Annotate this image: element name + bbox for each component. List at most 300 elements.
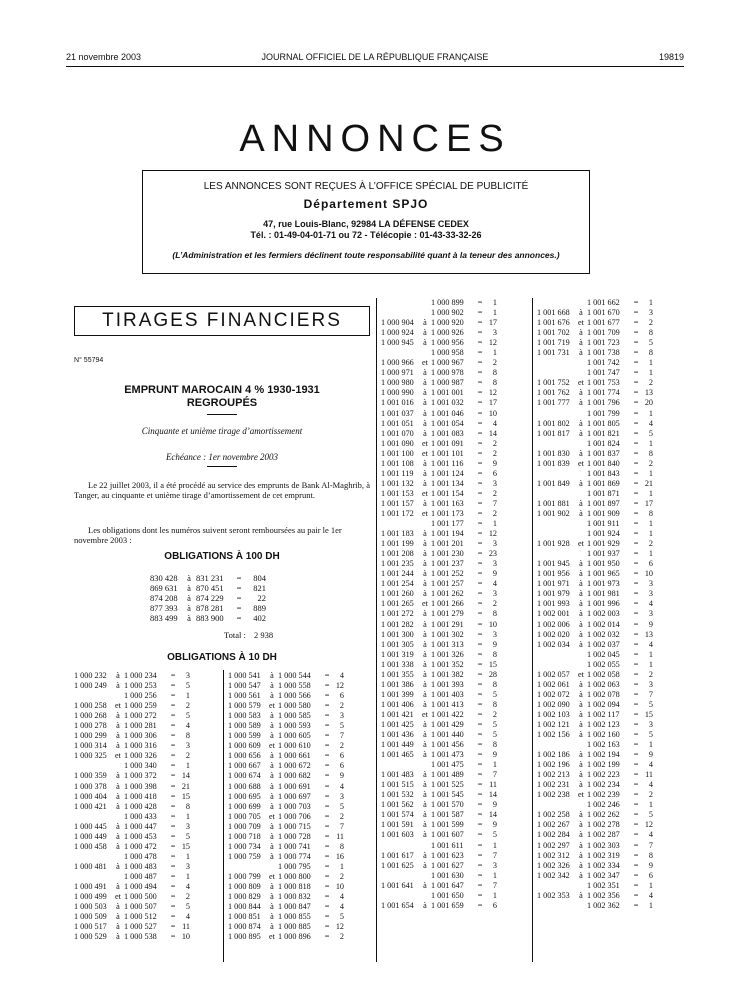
range-start: 1 000 583 <box>228 711 261 721</box>
range-end: 878 281 <box>196 603 224 613</box>
range-count: 7 <box>492 880 497 890</box>
range-count: 3 <box>339 791 344 801</box>
equals-sign: = <box>633 740 639 750</box>
range-end: 1 000 544 <box>278 671 311 680</box>
range-start: 1 000 359 <box>74 771 107 781</box>
range-count: 8 <box>492 378 497 388</box>
range-word: et <box>115 892 121 902</box>
range-count: 3 <box>492 328 497 338</box>
equals-sign: = <box>633 298 639 307</box>
equals-sign: = <box>633 508 639 518</box>
range-count: 15 <box>181 841 190 851</box>
range-word: et <box>422 448 428 458</box>
range-word: à <box>270 751 274 761</box>
range-word: à <box>423 699 427 709</box>
equals-sign: = <box>633 639 639 649</box>
range-word: et <box>578 318 584 328</box>
range-start: 1 000 314 <box>74 741 107 751</box>
range-count: 1 <box>648 468 653 478</box>
oblig-100-list <box>150 573 266 623</box>
equals-sign: = <box>477 870 483 880</box>
equals-sign: = <box>633 609 639 619</box>
range-end: 1 000 398 <box>124 781 157 791</box>
equals-sign: = <box>633 860 639 870</box>
range-end: 1 001 587 <box>431 810 464 820</box>
range-count: 9 <box>492 458 497 468</box>
equals-sign: = <box>633 328 639 338</box>
range-start: 1 001 016 <box>381 398 414 408</box>
range-count: 22 <box>257 593 266 603</box>
range-count: 4 <box>339 892 344 902</box>
range-word: à <box>116 932 120 942</box>
range-end: 1 001 821 <box>587 428 620 438</box>
range-count: 8 <box>492 699 497 709</box>
range-count: 1 <box>648 519 653 529</box>
range-word: à <box>423 569 427 579</box>
range-count: 1 <box>648 408 653 418</box>
range-word: à <box>579 478 583 488</box>
range-end: 1 001 805 <box>587 418 620 428</box>
range-end: 1 001 670 <box>587 308 620 318</box>
range-start: 1 001 668 <box>537 308 570 318</box>
range-word: et <box>269 871 275 881</box>
equals-sign: = <box>477 519 483 529</box>
range-count: 21 <box>181 781 190 791</box>
range-word: à <box>270 681 274 691</box>
equals-sign: = <box>170 731 176 741</box>
range-count: 3 <box>185 861 190 871</box>
range-word: à <box>423 318 427 328</box>
range-end: 1 001 001 <box>431 388 464 398</box>
range-start: 1 002 297 <box>537 840 570 850</box>
range-end: 1 002 014 <box>587 619 620 629</box>
range-end: 1 001 475 <box>431 760 464 770</box>
range-word: à <box>579 498 583 508</box>
range-end: 1 002 303 <box>587 840 620 850</box>
range-end: 1 000 372 <box>124 771 157 781</box>
range-end: 1 001 302 <box>431 629 464 639</box>
equals-sign: = <box>477 408 483 418</box>
range-word: à <box>423 850 427 860</box>
range-start: 1 002 231 <box>537 780 570 790</box>
equals-sign: = <box>324 912 330 922</box>
range-count: 6 <box>339 691 344 701</box>
range-word: à <box>116 841 120 851</box>
range-word: et <box>422 488 428 498</box>
range-count: 5 <box>339 801 344 811</box>
range-start: 1 001 399 <box>381 689 414 699</box>
equals-sign: = <box>477 659 483 669</box>
range-start: 1 001 591 <box>381 820 414 830</box>
range-end: 1 002 246 <box>587 800 620 810</box>
range-start: 1 001 731 <box>537 348 570 358</box>
range-count: 15 <box>181 791 190 801</box>
range-end: 1 000 483 <box>124 861 157 871</box>
total-label: Total : <box>224 630 246 640</box>
range-start: 1 001 979 <box>537 589 570 599</box>
notice-number: N° 55794 <box>74 357 104 364</box>
range-word: à <box>423 539 427 549</box>
range-count: 12 <box>488 529 497 539</box>
equals-sign: = <box>324 871 330 881</box>
equals-sign: = <box>477 569 483 579</box>
equals-sign: = <box>477 770 483 780</box>
range-count: 3 <box>185 821 190 831</box>
equals-sign: = <box>477 378 483 388</box>
equals-sign: = <box>324 801 330 811</box>
range-end: 1 002 123 <box>587 719 620 729</box>
range-end: 1 000 472 <box>124 841 157 851</box>
equals-sign: = <box>477 880 483 890</box>
equals-sign: = <box>477 780 483 790</box>
range-start: 1 002 238 <box>537 790 570 800</box>
equals-sign: = <box>477 840 483 850</box>
range-word: à <box>579 890 583 900</box>
range-count: 3 <box>492 589 497 599</box>
equals-sign: = <box>477 348 483 358</box>
range-word: à <box>423 529 427 539</box>
range-count: 6 <box>339 751 344 761</box>
range-count: 5 <box>492 830 497 840</box>
equals-sign: = <box>170 751 176 761</box>
range-end: 1 001 647 <box>431 880 464 890</box>
range-end: 1 001 774 <box>587 388 620 398</box>
range-end: 1 001 662 <box>587 298 620 307</box>
range-end: 1 001 230 <box>431 549 464 559</box>
range-count: 1 <box>648 900 653 910</box>
equals-sign: = <box>324 741 330 751</box>
range-word: à <box>423 639 427 649</box>
equals-sign: = <box>170 741 176 751</box>
range-word: et <box>422 358 428 368</box>
range-start: 1 000 705 <box>228 811 261 821</box>
range-end: 1 001 266 <box>431 599 464 609</box>
range-end: 1 002 262 <box>587 810 620 820</box>
range-word: à <box>270 691 274 701</box>
range-end: 1 001 154 <box>431 488 464 498</box>
range-end: 1 000 340 <box>124 761 157 771</box>
range-end: 1 001 570 <box>431 800 464 810</box>
range-count: 5 <box>185 711 190 721</box>
range-end: 1 002 063 <box>587 679 620 689</box>
range-word: et <box>269 701 275 711</box>
range-word: à <box>423 498 427 508</box>
range-word: à <box>423 418 427 428</box>
range-count: 10 <box>181 932 190 942</box>
range-end: 1 001 279 <box>431 609 464 619</box>
range-count: 10 <box>488 408 497 418</box>
range-end: 1 002 003 <box>587 609 620 619</box>
range-count: 10 <box>335 881 344 891</box>
equals-sign: = <box>633 719 639 729</box>
range-word: à <box>579 840 583 850</box>
range-word: à <box>270 721 274 731</box>
range-start: 1 002 258 <box>537 810 570 820</box>
range-count: 3 <box>648 609 653 619</box>
range-end: 1 002 234 <box>587 780 620 790</box>
range-count: 9 <box>648 750 653 760</box>
range-end: 1 000 902 <box>431 308 464 318</box>
equals-sign: = <box>633 709 639 719</box>
range-start: 1 002 034 <box>537 639 570 649</box>
range-count: 4 <box>339 781 344 791</box>
range-word: à <box>579 810 583 820</box>
range-start: 1 001 355 <box>381 669 414 679</box>
equals-sign: = <box>170 841 176 851</box>
column-divider <box>376 298 377 962</box>
range-end: 1 000 967 <box>431 358 464 368</box>
range-start: 1 001 562 <box>381 800 414 810</box>
range-start: 1 001 037 <box>381 408 414 418</box>
range-count: 3 <box>648 308 653 318</box>
equals-sign: = <box>477 559 483 569</box>
range-count: 4 <box>492 418 497 428</box>
equals-sign: = <box>477 679 483 689</box>
range-end: 1 001 937 <box>587 549 620 559</box>
range-start: 1 000 971 <box>381 368 414 378</box>
range-word: et <box>578 539 584 549</box>
range-count: 4 <box>648 418 653 428</box>
range-count: 4 <box>648 599 653 609</box>
equals-sign: = <box>236 573 242 583</box>
equals-sign: = <box>477 508 483 518</box>
range-count: 2 <box>648 539 653 549</box>
range-count: 17 <box>644 498 653 508</box>
range-count: 1 <box>492 760 497 770</box>
range-end: 1 001 869 <box>587 478 620 488</box>
equals-sign: = <box>477 358 483 368</box>
range-count: 2 <box>492 508 497 518</box>
range-word: à <box>423 719 427 729</box>
range-start: 1 001 199 <box>381 539 414 549</box>
range-end: 1 002 160 <box>587 730 620 740</box>
range-word: à <box>270 902 274 912</box>
range-end: 1 002 223 <box>587 770 620 780</box>
emprunt-line-2: REGROUPÉS <box>186 397 258 409</box>
range-end: 1 001 054 <box>431 418 464 428</box>
equals-sign: = <box>477 890 483 900</box>
range-word: à <box>423 740 427 750</box>
range-end: 1 000 538 <box>124 932 157 942</box>
equals-sign: = <box>170 671 176 680</box>
range-start: 1 000 509 <box>74 912 107 922</box>
range-word: à <box>423 669 427 679</box>
equals-sign: = <box>633 539 639 549</box>
equals-sign: = <box>324 791 330 801</box>
range-end: 1 001 177 <box>431 519 464 529</box>
number-row <box>150 593 266 603</box>
range-word: à <box>423 378 427 388</box>
range-start: 1 001 265 <box>381 599 414 609</box>
range-count: 15 <box>488 659 497 669</box>
range-count: 1 <box>339 861 344 871</box>
equals-sign: = <box>324 922 330 932</box>
equals-sign: = <box>633 599 639 609</box>
range-start: 1 001 153 <box>381 488 414 498</box>
range-count: 7 <box>648 689 653 699</box>
range-end: 1 000 987 <box>431 378 464 388</box>
range-end: 870 451 <box>196 583 224 593</box>
range-start: 1 001 465 <box>381 750 414 760</box>
range-end: 1 001 352 <box>431 659 464 669</box>
range-word: et <box>422 508 428 518</box>
range-end: 1 000 428 <box>124 801 157 811</box>
range-count: 3 <box>492 478 497 488</box>
range-end: 1 000 478 <box>124 851 157 861</box>
range-count: 1 <box>648 368 653 378</box>
equals-sign: = <box>236 583 242 593</box>
range-word: à <box>579 679 583 689</box>
range-word: à <box>270 671 274 680</box>
range-count: 1 <box>185 691 190 701</box>
range-count: 821 <box>253 583 266 593</box>
equals-sign: = <box>633 800 639 810</box>
range-count: 4 <box>648 780 653 790</box>
range-start: 1 002 156 <box>537 730 570 740</box>
range-count: 2 <box>648 669 653 679</box>
range-start: 1 001 702 <box>537 328 570 338</box>
range-start: 830 428 <box>150 573 178 583</box>
range-word: à <box>270 892 274 902</box>
equals-sign: = <box>477 549 483 559</box>
range-end: 1 001 163 <box>431 498 464 508</box>
range-end: 1 001 456 <box>431 740 464 750</box>
range-end: 1 002 078 <box>587 689 620 699</box>
range-end: 1 001 382 <box>431 669 464 679</box>
range-count: 402 <box>253 613 266 623</box>
range-start: 1 002 186 <box>537 750 570 760</box>
equals-sign: = <box>633 408 639 418</box>
range-count: 2 <box>648 458 653 468</box>
range-end: 1 001 924 <box>587 529 620 539</box>
equals-sign: = <box>236 593 242 603</box>
equals-sign: = <box>633 790 639 800</box>
equals-sign: = <box>477 860 483 870</box>
range-end: 1 001 677 <box>587 318 620 328</box>
range-start: 1 000 299 <box>74 731 107 741</box>
range-start: 1 001 902 <box>537 508 570 518</box>
equals-sign: = <box>324 831 330 841</box>
range-word: à <box>579 619 583 629</box>
title-separator <box>207 414 237 415</box>
range-start: 1 002 353 <box>537 890 570 900</box>
number-row <box>150 603 266 613</box>
range-start: 1 000 609 <box>228 741 261 751</box>
range-end: 1 000 507 <box>124 902 157 912</box>
range-word: à <box>423 790 427 800</box>
range-end: 1 000 661 <box>278 751 311 761</box>
range-word: à <box>579 569 583 579</box>
range-word: à <box>423 730 427 740</box>
range-start: 1 001 305 <box>381 639 414 649</box>
emprunt-line-1: EMPRUNT MAROCAIN 4 % 1930-1931 <box>124 384 320 396</box>
range-end: 1 000 418 <box>124 791 157 801</box>
range-start: 1 001 762 <box>537 388 570 398</box>
range-start: 1 000 874 <box>228 922 261 932</box>
emprunt-title <box>74 384 370 415</box>
range-start: 1 001 406 <box>381 699 414 709</box>
paragraph-remboursement: Les obligations dont les numéros suivent seront remboursées au pair le 1er novembre 2003 : <box>74 525 342 545</box>
range-end: 1 002 356 <box>587 890 620 900</box>
equals-sign: = <box>633 619 639 629</box>
range-count: 12 <box>488 338 497 348</box>
range-word: à <box>579 750 583 760</box>
range-word: à <box>187 573 191 583</box>
equals-sign: = <box>633 810 639 820</box>
equals-sign: = <box>477 388 483 398</box>
equals-sign: = <box>324 771 330 781</box>
equals-sign: = <box>477 579 483 589</box>
number-row <box>150 613 266 623</box>
range-count: 7 <box>492 498 497 508</box>
number-row <box>150 583 266 593</box>
range-end: 1 001 909 <box>587 508 620 518</box>
range-count: 5 <box>185 902 190 912</box>
equals-sign: = <box>633 569 639 579</box>
equals-sign: = <box>324 691 330 701</box>
range-end: 1 000 593 <box>278 721 311 731</box>
range-end: 1 001 627 <box>431 860 464 870</box>
range-count: 2 <box>185 892 190 902</box>
range-word: à <box>423 458 427 468</box>
range-end: 1 000 958 <box>431 348 464 358</box>
column-divider <box>532 298 533 962</box>
range-end: 1 000 256 <box>124 691 157 701</box>
equals-sign: = <box>633 428 639 438</box>
equals-sign: = <box>477 709 483 719</box>
range-end: 1 001 124 <box>431 468 464 478</box>
range-end: 1 001 630 <box>431 870 464 880</box>
range-word: à <box>187 613 191 623</box>
range-word: à <box>423 820 427 830</box>
range-count: 804 <box>253 573 266 583</box>
equals-sign: = <box>633 519 639 529</box>
equals-sign: = <box>633 900 639 910</box>
range-count: 3 <box>648 719 653 729</box>
range-end: 1 002 032 <box>587 629 620 639</box>
equals-sign: = <box>236 603 242 613</box>
range-word: à <box>423 388 427 398</box>
range-start: 1 001 956 <box>537 569 570 579</box>
range-end: 1 001 257 <box>431 579 464 589</box>
equals-sign: = <box>477 900 483 910</box>
range-end: 1 000 672 <box>278 761 311 771</box>
range-word: à <box>116 671 120 680</box>
range-word: à <box>423 810 427 820</box>
range-count: 2 <box>492 709 497 719</box>
equals-sign: = <box>633 358 639 368</box>
range-start: 1 001 830 <box>537 448 570 458</box>
range-end: 1 001 709 <box>587 328 620 338</box>
range-word: à <box>270 801 274 811</box>
range-word: à <box>579 820 583 830</box>
range-start: 1 000 258 <box>74 701 107 711</box>
range-start: 1 000 491 <box>74 881 107 891</box>
range-count: 4 <box>648 760 653 770</box>
equals-sign: = <box>633 338 639 348</box>
range-word: à <box>270 821 274 831</box>
equals-sign: = <box>477 589 483 599</box>
equals-sign: = <box>477 649 483 659</box>
paragraph-service: Le 22 juillet 2003, il a été procédé au service des emprunts de Bank Al-Maghrib, à Tanger, au cinquante et unième tirage d’amortissement de cet emprunt. <box>74 480 370 500</box>
range-count: 2 <box>648 318 653 328</box>
range-start: 1 000 268 <box>74 711 107 721</box>
equals-sign: = <box>477 699 483 709</box>
range-end: 1 000 691 <box>278 781 311 791</box>
range-end: 1 000 847 <box>278 902 311 912</box>
range-end: 1 002 117 <box>587 709 620 719</box>
equals-sign: = <box>477 498 483 508</box>
